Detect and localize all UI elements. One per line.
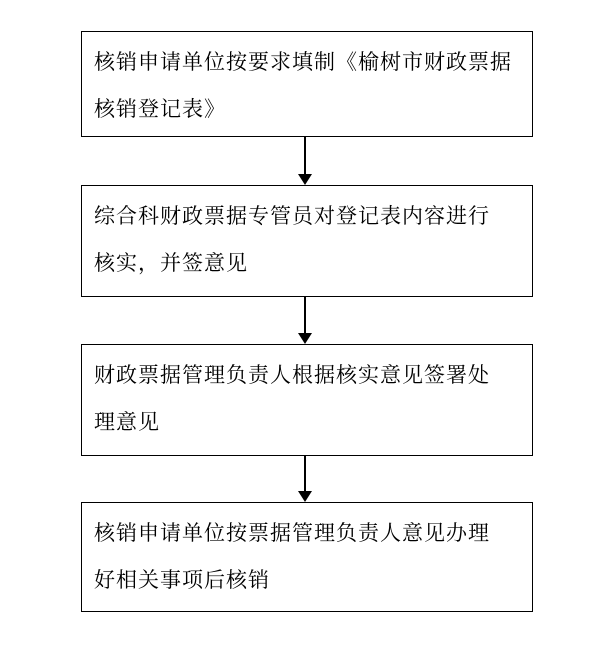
flow-step-4-line-1: 核销申请单位按票据管理负责人意见办理 — [94, 521, 490, 545]
flow-step-3-line-1: 财政票据管理负责人根据核实意见签署处 — [94, 363, 490, 387]
flow-step-1-box — [81, 31, 533, 137]
flow-step-1-line-2: 核销登记表》 — [94, 97, 226, 121]
arrow-shaft — [304, 297, 306, 333]
flow-step-4-line-2: 好相关事项后核销 — [94, 568, 270, 592]
arrow-shaft — [304, 456, 306, 491]
down-arrow-3 — [298, 456, 312, 502]
flow-step-2-line-2: 核实，并签意见 — [94, 251, 248, 275]
flow-step-3-box — [81, 344, 533, 456]
flow-step-4-box — [81, 502, 533, 612]
down-arrow-2 — [298, 297, 312, 344]
down-arrow-1 — [298, 137, 312, 185]
arrow-head-icon — [298, 174, 312, 185]
arrow-shaft — [304, 137, 306, 174]
arrow-head-icon — [298, 333, 312, 344]
flow-step-1-line-1: 核销申请单位按要求填制《榆树市财政票据 — [94, 50, 512, 74]
flow-step-3-line-2: 理意见 — [94, 410, 160, 434]
arrow-head-icon — [298, 491, 312, 502]
flow-step-2-line-1: 综合科财政票据专管员对登记表内容进行 — [94, 204, 490, 228]
flow-step-2-box — [81, 185, 533, 297]
